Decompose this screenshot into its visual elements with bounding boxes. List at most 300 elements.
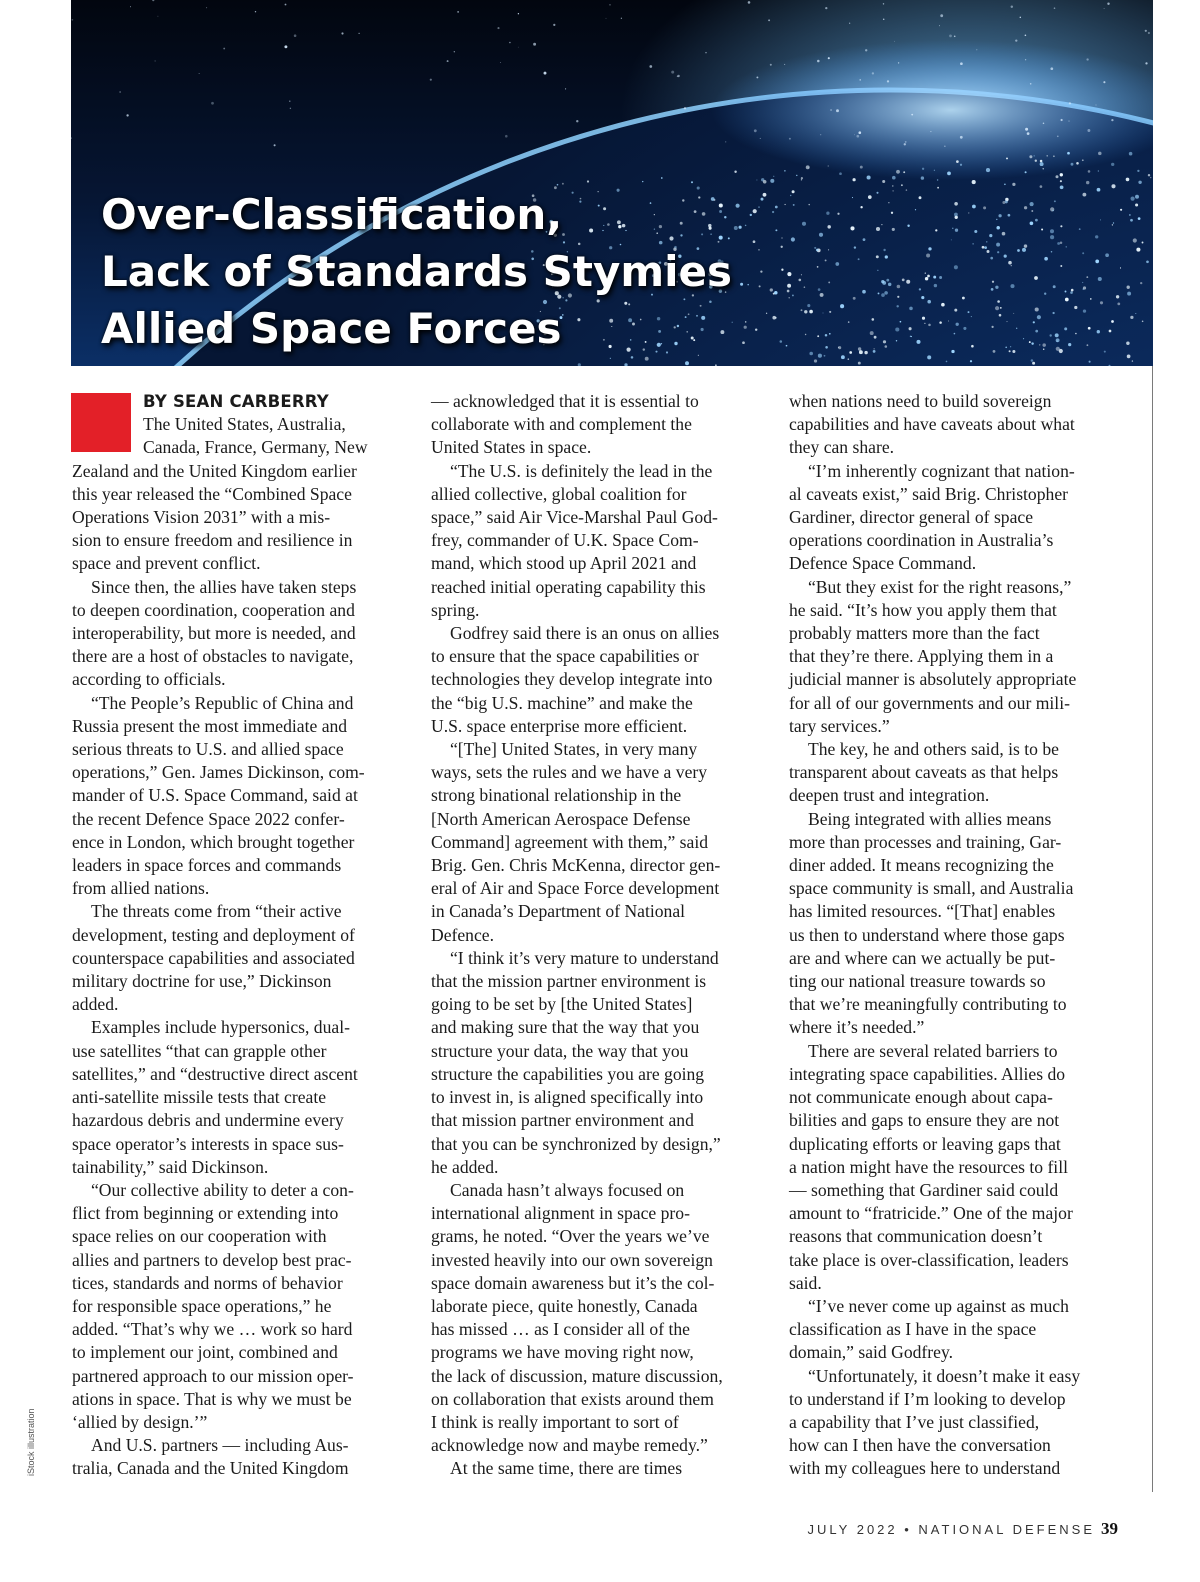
article-line: frey, commander of U.K. Space Com- [431, 530, 699, 551]
article-line: allied collective, global coalition for [431, 483, 687, 504]
article-line: technologies they develop integrate into [431, 669, 713, 690]
city-light [874, 348, 875, 349]
city-light [874, 336, 877, 339]
article-line: — something that Gardiner said could [789, 1179, 1059, 1200]
city-light [867, 175, 871, 179]
article-line: Canada hasn’t always focused on [450, 1179, 685, 1200]
city-light [802, 222, 806, 226]
city-light [1098, 152, 1102, 156]
city-light [946, 361, 948, 363]
star [817, 60, 820, 63]
city-light [928, 247, 931, 250]
city-light [939, 321, 942, 324]
article-line: there are a host of obstacles to navigate, [72, 646, 354, 667]
article-line: leaders in space forces and commands [72, 855, 342, 876]
article-line: where it’s needed.” [789, 1017, 925, 1038]
city-light [941, 303, 945, 307]
city-light [841, 355, 845, 359]
article-line: partnered approach to our mission oper- [72, 1365, 354, 1386]
city-light [773, 176, 774, 177]
star [1020, 17, 1021, 18]
star [905, 141, 907, 143]
city-light [909, 327, 912, 330]
article-line: duplicating efforts or leaving gaps that [789, 1133, 1061, 1154]
city-light [862, 290, 866, 294]
city-light [1113, 222, 1114, 223]
city-light [927, 355, 931, 359]
city-light [801, 274, 802, 275]
article-line: Godfrey said there is an onus on allies [450, 623, 720, 644]
city-light [775, 229, 777, 231]
city-light [954, 333, 956, 335]
city-light [1060, 225, 1062, 227]
city-light [998, 214, 1001, 217]
article-line: anti-satellite missile tests that create [72, 1087, 327, 1108]
city-light [792, 190, 795, 193]
city-light [995, 306, 999, 310]
city-light [1138, 217, 1141, 220]
city-light [792, 294, 794, 296]
city-light [780, 340, 783, 343]
city-light [562, 183, 564, 185]
city-light [952, 228, 953, 229]
city-light [872, 318, 875, 321]
city-light [1131, 197, 1135, 201]
city-light [911, 336, 912, 337]
city-light [744, 326, 747, 329]
star [341, 32, 343, 34]
city-light [954, 202, 958, 206]
city-light [1079, 228, 1081, 230]
article-line: has limited resources. “[That] enables [789, 901, 1056, 922]
city-light [685, 361, 689, 365]
city-light [1083, 288, 1084, 289]
article-line: laborate piece, quite honestly, Canada [431, 1295, 698, 1316]
star [858, 131, 861, 134]
city-light [1029, 341, 1031, 343]
article-line: “Our collective ability to deter a con- [91, 1179, 354, 1200]
article-line: are and where can we actually be put- [789, 947, 1056, 968]
city-light [902, 279, 905, 282]
city-light [827, 225, 830, 228]
star [457, 11, 459, 13]
star [930, 131, 931, 132]
city-light [840, 304, 844, 308]
city-light [972, 180, 976, 184]
article-line: eral of Air and Space Force development [431, 878, 720, 899]
star [1025, 59, 1026, 60]
city-light [1033, 321, 1035, 323]
city-light [805, 334, 806, 335]
star [649, 65, 652, 68]
city-light [881, 293, 885, 297]
city-light [858, 362, 861, 365]
star [211, 102, 214, 105]
city-light [937, 179, 938, 180]
star [887, 80, 889, 82]
article-line: that the mission partner environment is [431, 971, 707, 992]
city-light [1053, 155, 1055, 157]
city-light [814, 247, 816, 249]
article-line: deepen trust and integration. [789, 785, 990, 806]
city-light [1022, 248, 1026, 252]
city-light [796, 175, 797, 176]
city-light [1055, 333, 1059, 337]
star [725, 141, 726, 142]
city-light [850, 226, 854, 230]
city-light [1116, 295, 1119, 298]
article-line: reasons that communication doesn’t [789, 1226, 1043, 1247]
city-light [870, 331, 874, 335]
city-light [1012, 183, 1015, 186]
city-light [1100, 301, 1103, 304]
city-light [806, 165, 810, 169]
article-line: more than processes and training, Gar- [789, 831, 1062, 852]
city-light [883, 249, 885, 251]
city-light [1031, 210, 1033, 212]
city-light [763, 180, 767, 184]
city-light [1133, 238, 1137, 242]
city-light [859, 350, 863, 354]
city-light [1126, 178, 1130, 182]
article-line: ations in space. That is why we must be [72, 1388, 352, 1409]
city-light [826, 212, 829, 215]
star [939, 25, 940, 26]
city-light [997, 300, 1000, 303]
city-light [1135, 313, 1136, 314]
city-light [798, 279, 801, 282]
star [756, 76, 758, 78]
city-light [888, 202, 889, 203]
city-light [1059, 349, 1063, 353]
city-light [817, 335, 819, 337]
city-light [1004, 184, 1006, 186]
city-light [972, 205, 976, 209]
byline: BY SEAN CARBERRY [143, 392, 329, 411]
city-light [1008, 261, 1012, 265]
article-line: Operations Vision 2031” with a mis- [72, 507, 331, 528]
star [898, 62, 899, 63]
city-light [1068, 343, 1071, 346]
city-light [755, 328, 757, 330]
city-light [1095, 235, 1098, 238]
city-light [1024, 206, 1027, 209]
star [152, 0, 154, 1]
star [836, 109, 839, 112]
city-light [909, 307, 913, 311]
city-light [933, 276, 936, 279]
city-light [1056, 340, 1057, 341]
article-line: from allied nations. [72, 878, 210, 899]
city-light [986, 168, 990, 172]
star [576, 120, 578, 122]
city-light [1146, 260, 1149, 263]
star [830, 109, 832, 111]
city-light [1042, 343, 1045, 346]
star [770, 64, 772, 66]
star [820, 134, 821, 135]
city-light [818, 288, 821, 291]
city-light [772, 211, 774, 213]
city-light [852, 197, 853, 198]
city-light [1052, 312, 1054, 314]
city-light [916, 340, 920, 344]
city-light [1066, 246, 1067, 247]
star [294, 34, 297, 37]
article-line: counterspace capabilities and associated [72, 947, 355, 968]
star [940, 14, 943, 17]
star [71, 137, 72, 138]
article-line: in Canada’s Department of National [431, 901, 686, 922]
star [883, 18, 885, 20]
city-light [919, 196, 922, 199]
star [1087, 129, 1090, 132]
city-light [1109, 330, 1112, 333]
star [1095, 104, 1096, 105]
star [1086, 58, 1088, 60]
city-light [835, 262, 839, 266]
city-light [759, 285, 761, 287]
city-light [876, 192, 878, 194]
star [1111, 119, 1113, 121]
article-line: to ensure that the space capabilities or [431, 646, 699, 667]
city-light [968, 311, 970, 313]
star [1145, 62, 1147, 64]
city-light [864, 351, 867, 354]
city-light [736, 204, 740, 208]
city-light [934, 284, 937, 287]
article-line: for all of our governments and our mili- [789, 692, 1070, 713]
city-light [900, 321, 902, 323]
city-light [895, 327, 899, 331]
city-light [896, 340, 897, 341]
city-light [853, 297, 856, 300]
city-light [1060, 185, 1064, 189]
star [1054, 7, 1056, 9]
city-light [1023, 338, 1024, 339]
article-line: military doctrine for use,” Dickinson [72, 971, 332, 992]
article-line: the lack of discussion, mature discussion, [431, 1365, 723, 1386]
city-light [1060, 173, 1063, 176]
city-light [770, 179, 774, 183]
city-light [766, 313, 767, 314]
city-light [828, 281, 830, 283]
city-light [1043, 349, 1044, 350]
city-light [1082, 159, 1084, 161]
city-light [787, 284, 791, 288]
article-line: Canada, France, Germany, New [143, 437, 368, 458]
article-line: strong binational relationship in the [431, 785, 682, 806]
city-light [775, 317, 777, 319]
star [911, 114, 913, 116]
article-line: “I think it’s very mature to understand [450, 947, 719, 968]
article-line: The key, he and others said, is to be [808, 739, 1059, 760]
article-line: ways, sets the rules and we have a very [431, 762, 708, 783]
article-line: how can I then have the conversation [789, 1435, 1051, 1456]
article-line: not communicate enough about capa- [789, 1087, 1053, 1108]
city-light [951, 350, 954, 353]
city-light [1064, 327, 1067, 330]
city-light [1088, 327, 1091, 330]
star [1148, 32, 1150, 34]
city-light [839, 172, 842, 175]
star [748, 1, 751, 4]
article-line: collaborate with and complement the [431, 414, 692, 435]
city-light [906, 189, 907, 190]
city-light [1148, 174, 1150, 176]
star [1027, 132, 1030, 135]
city-light [906, 280, 910, 284]
article-line: classification as I have in the space [789, 1319, 1037, 1340]
city-light [801, 179, 802, 180]
article-line: amount to “fratricide.” One of the major [789, 1203, 1073, 1224]
city-light [888, 283, 891, 286]
city-light [885, 255, 888, 258]
article-line: space operator’s interests in space sus- [72, 1133, 344, 1154]
article-line: “I’ve never come up against as much [808, 1295, 1069, 1316]
city-light [1043, 168, 1044, 169]
star [894, 41, 895, 42]
city-light [971, 345, 974, 348]
article-line: diner added. It means recognizing the [789, 855, 1054, 876]
city-light [897, 285, 901, 289]
article-line: space relies on our cooperation with [72, 1226, 327, 1247]
article-line: The threats come from “their active [91, 901, 342, 922]
article-line: serious threats to U.S. and allied space [72, 739, 344, 760]
city-light [1098, 277, 1102, 281]
city-light [804, 310, 807, 313]
article-line: the recent Defence Space 2022 confer- [72, 808, 345, 829]
city-light [1086, 344, 1088, 346]
star [684, 107, 686, 109]
city-light [960, 164, 962, 166]
city-light [822, 312, 823, 313]
article-line: transparent about caveats as that helps [789, 762, 1059, 783]
city-light [948, 321, 949, 322]
city-light [734, 226, 738, 230]
city-light [1008, 214, 1011, 217]
city-light [642, 181, 643, 182]
city-light [828, 165, 829, 166]
star [849, 23, 850, 24]
article-line: added. [72, 994, 119, 1015]
star [130, 6, 131, 7]
page-footer [808, 1519, 1118, 1539]
city-light [876, 255, 879, 258]
article-line: going to be set by [the United States] [431, 994, 693, 1015]
city-light [1031, 342, 1033, 344]
city-light [1035, 330, 1038, 333]
article-line: bilities and gaps to ensure they are not [789, 1110, 1060, 1131]
city-light [791, 237, 795, 241]
article-line: Since then, the allies have taken steps [91, 576, 357, 597]
article-line: spring. [431, 599, 480, 620]
city-light [1082, 282, 1083, 283]
city-light [809, 310, 813, 314]
article-line: Zealand and the United Kingdom earlier [72, 460, 357, 481]
city-light [1025, 171, 1027, 173]
city-light [1071, 289, 1074, 292]
city-light [1029, 155, 1032, 158]
city-light [1046, 155, 1047, 156]
star [784, 64, 785, 65]
city-light [1065, 298, 1069, 302]
city-light [993, 350, 996, 353]
city-light [793, 204, 795, 206]
article-line: satellites,” and “destructive direct ascent [72, 1063, 358, 1084]
city-light [807, 304, 810, 307]
city-light [848, 358, 850, 360]
city-light [1051, 251, 1053, 253]
article-line: on collaboration that exists around them [431, 1388, 714, 1409]
article-line: reached initial operating capability this [431, 576, 706, 597]
city-light [1142, 321, 1144, 323]
city-light [1117, 303, 1120, 306]
city-light [818, 354, 822, 358]
article-line: for responsible space operations,” he [72, 1295, 332, 1316]
city-light [1127, 286, 1130, 289]
article-line: interoperability, but more is needed, and [72, 623, 356, 644]
city-light [1097, 188, 1101, 192]
city-light [990, 257, 993, 260]
star [1050, 67, 1053, 70]
article-line: flict from beginning or extending into [72, 1203, 339, 1224]
city-light [951, 239, 952, 240]
city-light [926, 253, 930, 257]
star [789, 138, 791, 140]
city-light [742, 341, 745, 344]
star [949, 35, 952, 38]
star [553, 24, 555, 26]
city-light [645, 357, 649, 361]
photo-credit: iStock illustration [26, 1408, 36, 1476]
city-light [1111, 163, 1114, 166]
article-line: when nations need to build sovereign [789, 391, 1052, 411]
article-line: acknowledge now and maybe remedy.” [431, 1435, 708, 1456]
city-light [873, 350, 876, 353]
article-line: use satellites “that can grapple other [72, 1040, 327, 1061]
star [1145, 30, 1147, 32]
article-line: Gardiner, director general of space [789, 507, 1034, 528]
star [1061, 119, 1063, 121]
article-line: space community is small, and Australia [789, 878, 1074, 899]
article-line: international alignment in space pro- [431, 1203, 690, 1224]
city-light [884, 291, 888, 295]
article-line: — acknowledged that it is essential to [431, 391, 699, 411]
city-light [927, 275, 930, 278]
star [72, 19, 74, 21]
article-line: The United States, Australia, [143, 414, 346, 435]
star [883, 3, 884, 4]
city-light [1000, 307, 1002, 309]
city-light [858, 258, 860, 260]
city-light [925, 272, 926, 273]
article-line: allies and partners to develop best prac- [72, 1249, 352, 1270]
city-light [1044, 257, 1048, 261]
star [1015, 39, 1017, 41]
city-light [1009, 350, 1011, 352]
city-light [1004, 255, 1007, 258]
star [454, 51, 455, 52]
city-light [1006, 321, 1007, 322]
star [1043, 123, 1045, 125]
city-light [817, 266, 819, 268]
city-light [1097, 330, 1100, 333]
city-light [750, 214, 752, 216]
city-light [1130, 219, 1133, 222]
city-light [1129, 152, 1133, 156]
city-light [801, 309, 803, 311]
